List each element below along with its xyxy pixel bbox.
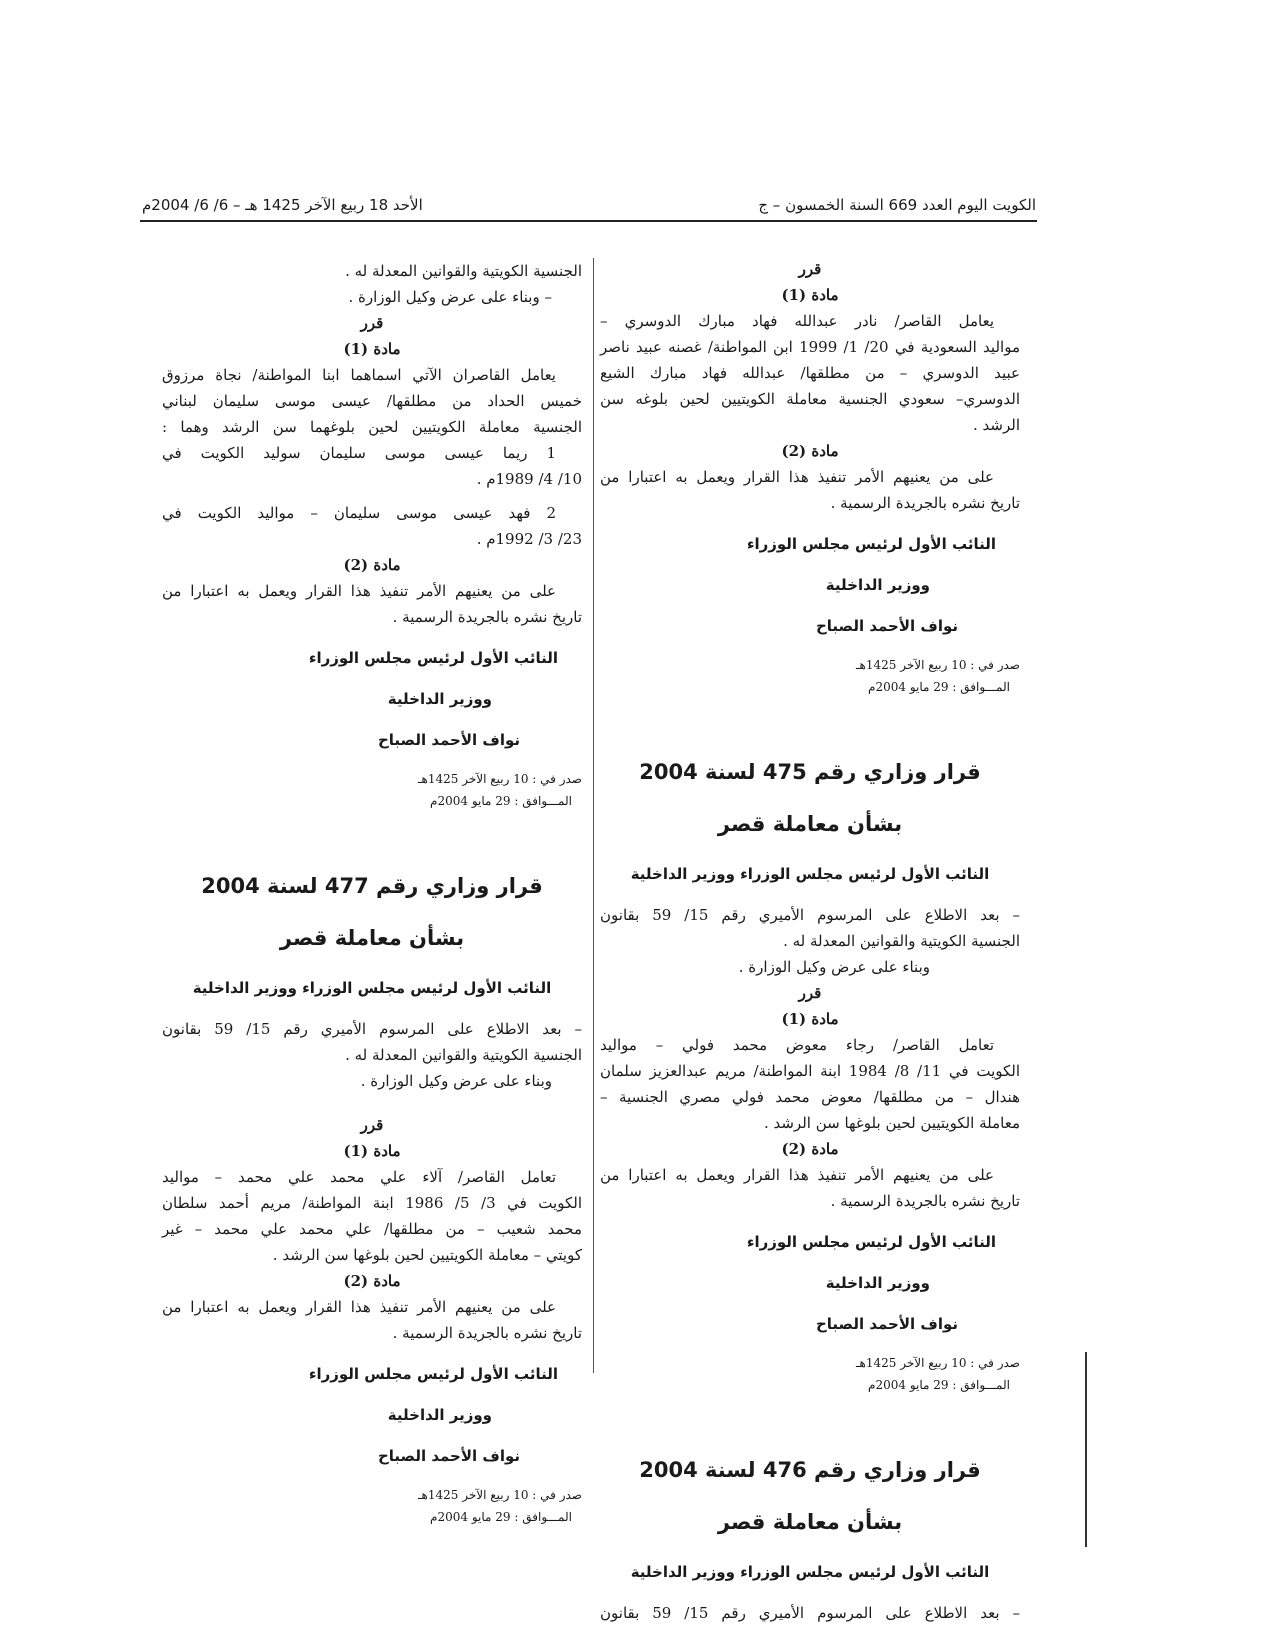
signature-title: النائب الأول لرئيس مجلس الوزراء <box>308 649 558 667</box>
decree-title: قرار وزاري رقم 475 لسنة 2004 <box>639 760 981 784</box>
article-text-line: تعامل القاصر/ رجاء معوض محمد فولي – مواليد <box>600 1036 994 1054</box>
preamble-line: وبناء على عرض وكيل الوزارة . <box>360 1072 552 1090</box>
signature-title: النائب الأول لرئيس مجلس الوزراء <box>746 535 996 553</box>
list-item: 1 ريما عيسى موسى سليمان سوليد الكويت في <box>162 444 556 462</box>
decree-475 <box>600 757 1020 1396</box>
spacer <box>162 812 582 850</box>
article-text-line: هندال – من مطلقها/ معوض محمد فولي مصري الجنسية – <box>600 1088 1020 1106</box>
article-2-heading: مادة (2) <box>781 442 839 460</box>
article-text-line: على من يعنيهم الأمر تنفيذ هذا القرار ويعمل به اعتبارا من <box>600 1166 994 1184</box>
list-item-date: 23/ 3/ 1992م . <box>476 530 582 548</box>
article-text-line: الرشد . <box>973 416 1020 434</box>
list-item-date: 10/ 4/ 1989م . <box>476 470 582 488</box>
column-divider <box>593 258 594 1373</box>
decree-continuation-left <box>162 258 582 812</box>
preamble-line: – بعد الاطلاع على المرسوم الأميري رقم 15/ 59 بقانون <box>162 1020 582 1038</box>
preamble-line: – بعد الاطلاع على المرسوم الأميري رقم 15/ 59 بقانون <box>600 1604 1020 1622</box>
article-text-line: على من يعنيهم الأمر تنفيذ هذا القرار ويعمل به اعتبارا من <box>600 468 994 486</box>
article-text-line: مواليد السعودية في 20/ 1/ 1999 ابن المواطنة/ غصنه عبيد ناصر <box>600 338 1020 356</box>
issue-date-hijri: صدر في : 10 ربيع الآخر 1425هـ <box>418 772 582 786</box>
decree-subject: بشأن معاملة قصر <box>717 1510 903 1534</box>
header-issue-info: الكويت اليوم العدد 669 السنة الخمسون – ج <box>758 196 1036 214</box>
article-text-line: تاريخ نشره بالجريدة الرسمية . <box>392 1324 582 1342</box>
decree-title: قرار وزاري رقم 476 لسنة 2004 <box>639 1458 981 1482</box>
list-item: 2 فهد عيسى موسى سليمان – مواليد الكويت في <box>162 504 556 522</box>
signature-title: النائب الأول لرئيس مجلس الوزراء <box>308 1365 558 1383</box>
decree-continuation-right <box>600 256 1020 698</box>
issue-date-hijri: صدر في : 10 ربيع الآخر 1425هـ <box>856 658 1020 672</box>
signature-name: نواف الأحمد الصباح <box>377 1447 520 1465</box>
signature-ministry: ووزير الداخلية <box>825 1274 930 1292</box>
spacer <box>162 1094 582 1112</box>
article-text-line: الكويت في 3/ 5/ 1986 ابنة المواطنة/ مريم أحمد سلطان <box>162 1194 582 1212</box>
issue-date-hijri: صدر في : 10 ربيع الآخر 1425هـ <box>418 1488 582 1502</box>
article-text-line: الكويت في 11/ 8/ 1984 ابنة المواطنة/ مريم عبدالعزيز سلمان <box>600 1062 1021 1080</box>
right-column <box>600 256 1020 1626</box>
preamble-line: – بعد الاطلاع على المرسوم الأميري رقم 15/ 59 بقانون <box>600 906 1020 924</box>
article-1-heading: مادة (1) <box>781 1010 839 1028</box>
decree-subject: بشأن معاملة قصر <box>717 812 903 836</box>
preamble-line: الجنسية الكويتية والقوانين المعدلة له . <box>783 932 1020 950</box>
issue-date-gregorian: المـــوافق : 29 مايو 2004م <box>430 794 572 808</box>
article-text-line: يعامل القاصر/ نادر عبدالله فهاد مبارك الدوسري – <box>600 312 994 330</box>
article-2-heading: مادة (2) <box>343 556 401 574</box>
article-text-line: الدوسري– سعودي الجنسية معاملة الكويتيين لحين بلوغه سن <box>600 390 1020 408</box>
article-1-heading: مادة (1) <box>343 340 401 358</box>
preamble-line: – وبناء على عرض وكيل الوزارة . <box>348 288 552 306</box>
decree-subject: بشأن معاملة قصر <box>279 926 465 950</box>
article-text-line: تاريخ نشره بالجريدة الرسمية . <box>830 1192 1020 1210</box>
article-2-heading: مادة (2) <box>781 1140 839 1158</box>
article-text-line: يعامل القاصران الآتي اسماهما ابنا المواطنة/ نجاة مرزوق <box>162 366 556 384</box>
decided-heading: قرر <box>360 314 384 332</box>
issue-date-gregorian: المـــوافق : 29 مايو 2004م <box>868 1378 1010 1392</box>
margin-rule <box>1085 1352 1087 1547</box>
spacer <box>600 1396 1020 1434</box>
decree-477 <box>162 871 582 1528</box>
decided-heading: قرر <box>798 260 822 278</box>
signature-ministry: ووزير الداخلية <box>825 576 930 594</box>
spacer <box>600 698 1020 736</box>
header-date: الأحد 18 ربيع الآخر 1425 هـ – 6/ 6/ 2004م <box>142 196 423 214</box>
decided-heading: قرر <box>798 984 822 1002</box>
article-1-heading: مادة (1) <box>781 286 839 304</box>
signature-title: النائب الأول لرئيس مجلس الوزراء <box>746 1233 996 1251</box>
article-text-line: خميس الحداد من مطلقها/ عيسى موسى سليمان لبناني <box>162 392 582 410</box>
preamble-line: الجنسية الكويتية والقوانين المعدلة له . <box>345 262 582 280</box>
left-column <box>162 258 582 1528</box>
article-text-line: محمد شعيب – من مطلقها/ علي محمد علي محمد – غير <box>162 1220 582 1238</box>
signature-name: نواف الأحمد الصباح <box>377 731 520 749</box>
signature-ministry: ووزير الداخلية <box>387 1406 492 1424</box>
preamble-line: الجنسية الكويتية والقوانين المعدلة له . <box>345 1046 582 1064</box>
issue-date-gregorian: المـــوافق : 29 مايو 2004م <box>430 1510 572 1524</box>
issue-date-gregorian: المـــوافق : 29 مايو 2004م <box>868 680 1010 694</box>
signature-ministry: ووزير الداخلية <box>387 690 492 708</box>
article-2-heading: مادة (2) <box>343 1272 401 1290</box>
signature-name: نواف الأحمد الصباح <box>815 617 958 635</box>
article-text-line: على من يعنيهم الأمر تنفيذ هذا القرار ويعمل به اعتبارا من <box>162 1298 556 1316</box>
article-text-line: معاملة الكويتيين لحين بلوغها سن الرشد . <box>763 1114 1020 1132</box>
decree-issuer: النائب الأول لرئيس مجلس الوزراء ووزير الداخلية <box>192 979 552 997</box>
issue-date-hijri: صدر في : 10 ربيع الآخر 1425هـ <box>856 1356 1020 1370</box>
article-1-heading: مادة (1) <box>343 1142 401 1160</box>
decree-476 <box>600 1455 1020 1626</box>
article-text-line: تعامل القاصر/ آلاء علي محمد علي محمد – مواليد <box>162 1168 556 1186</box>
decree-issuer: النائب الأول لرئيس مجلس الوزراء ووزير الداخلية <box>630 1563 990 1581</box>
decree-title: قرار وزاري رقم 477 لسنة 2004 <box>201 874 543 898</box>
decided-heading: قرر <box>360 1116 384 1134</box>
signature-name: نواف الأحمد الصباح <box>815 1315 958 1333</box>
article-text-line: عبيد الدوسري – من مطلقها/ عبدالله فهاد مبارك الشيع <box>600 364 1020 382</box>
article-text-line: تاريخ نشره بالجريدة الرسمية . <box>830 494 1020 512</box>
page-header <box>142 196 1036 222</box>
article-text-line: كويتي – معاملة الكويتيين لحين بلوغها سن الرشد . <box>272 1246 582 1264</box>
header-rule <box>140 220 1037 222</box>
article-text-line: على من يعنيهم الأمر تنفيذ هذا القرار ويعمل به اعتبارا من <box>162 582 556 600</box>
article-text-line: الجنسية معاملة الكويتيين لحين بلوغهما سن الرشد وهما : <box>162 418 582 436</box>
decree-issuer: النائب الأول لرئيس مجلس الوزراء ووزير الداخلية <box>630 865 990 883</box>
preamble-line: وبناء على عرض وكيل الوزارة . <box>738 958 930 976</box>
article-text-line: تاريخ نشره بالجريدة الرسمية . <box>392 608 582 626</box>
